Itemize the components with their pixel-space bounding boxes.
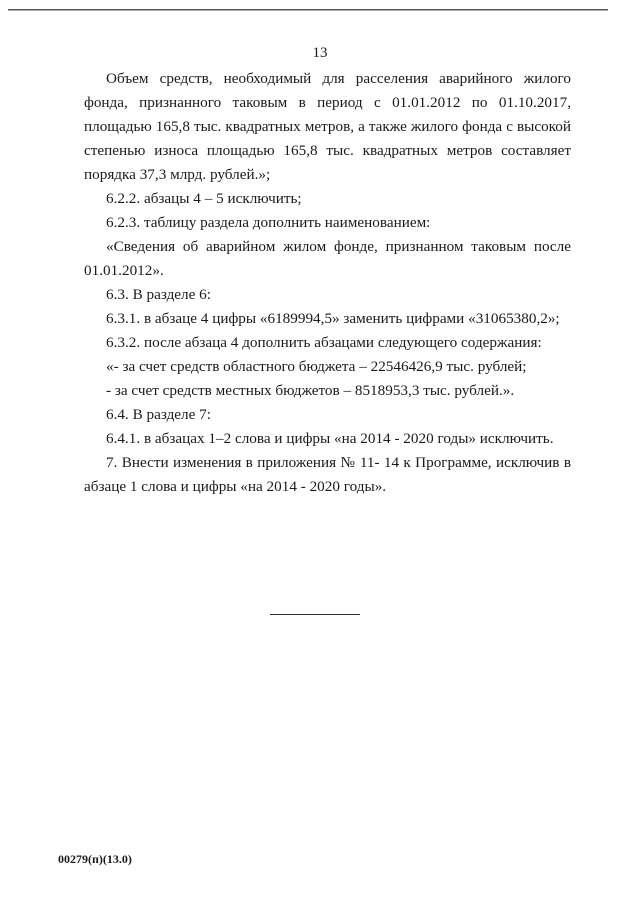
document-code: 00279(п)(13.0): [58, 852, 132, 866]
paragraph-table-title: «Сведения об аварийном жилом фонде, признанном таковым после 01.01.2012».: [84, 238, 571, 279]
paragraph-local-budgets: - за счет средств местных бюджетов – 8518953,3 тыс. рублей.».: [106, 382, 515, 399]
paragraph-6-2-3: 6.2.3. таблицу раздела дополнить наименованием:: [106, 214, 431, 231]
paragraph-6-3-2: 6.3.2. после абзаца 4 дополнить абзацами следующего содержания:: [106, 334, 542, 351]
top-border-line: [8, 9, 608, 10]
paragraph-regional-budget: «- за счет средств областного бюджета – 22546426,9 тыс. рублей;: [106, 358, 527, 375]
paragraph-6-2-2: 6.2.2. абзацы 4 – 5 исключить;: [106, 190, 302, 207]
paragraph-6-3-1: 6.3.1. в абзаце 4 цифры «6189994,5» заменить цифрами «31065380,2»;: [106, 310, 560, 327]
paragraph-6-3: 6.3. В разделе 6:: [106, 286, 211, 303]
paragraph-6-4: 6.4. В разделе 7:: [106, 406, 211, 423]
paragraph-6-4-1: 6.4.1. в абзацах 1–2 слова и цифры «на 2014 - 2020 годы» исключить.: [106, 430, 554, 447]
end-separator-line: [270, 614, 360, 615]
document-body: [84, 67, 571, 499]
paragraph-7: 7. Внести изменения в приложения № 11- 14 к Программе, исключив в абзаце 1 слова и цифры «на 2014 - 2020 годы».: [84, 454, 571, 495]
paragraph-funding-volume: Объем средств, необходимый для расселения аварийного жилого фонда, признанного таковым в период с 01.01.2012 по 01.10.2017, площадью 165,8 тыс. квадратных метров, а также жилого фонда с высокой степенью износа площадью 165,8 тыс. квадратных метров составляет порядка 37,3 млрд. рублей.»;: [84, 70, 571, 183]
page-number: 13: [312, 45, 328, 61]
